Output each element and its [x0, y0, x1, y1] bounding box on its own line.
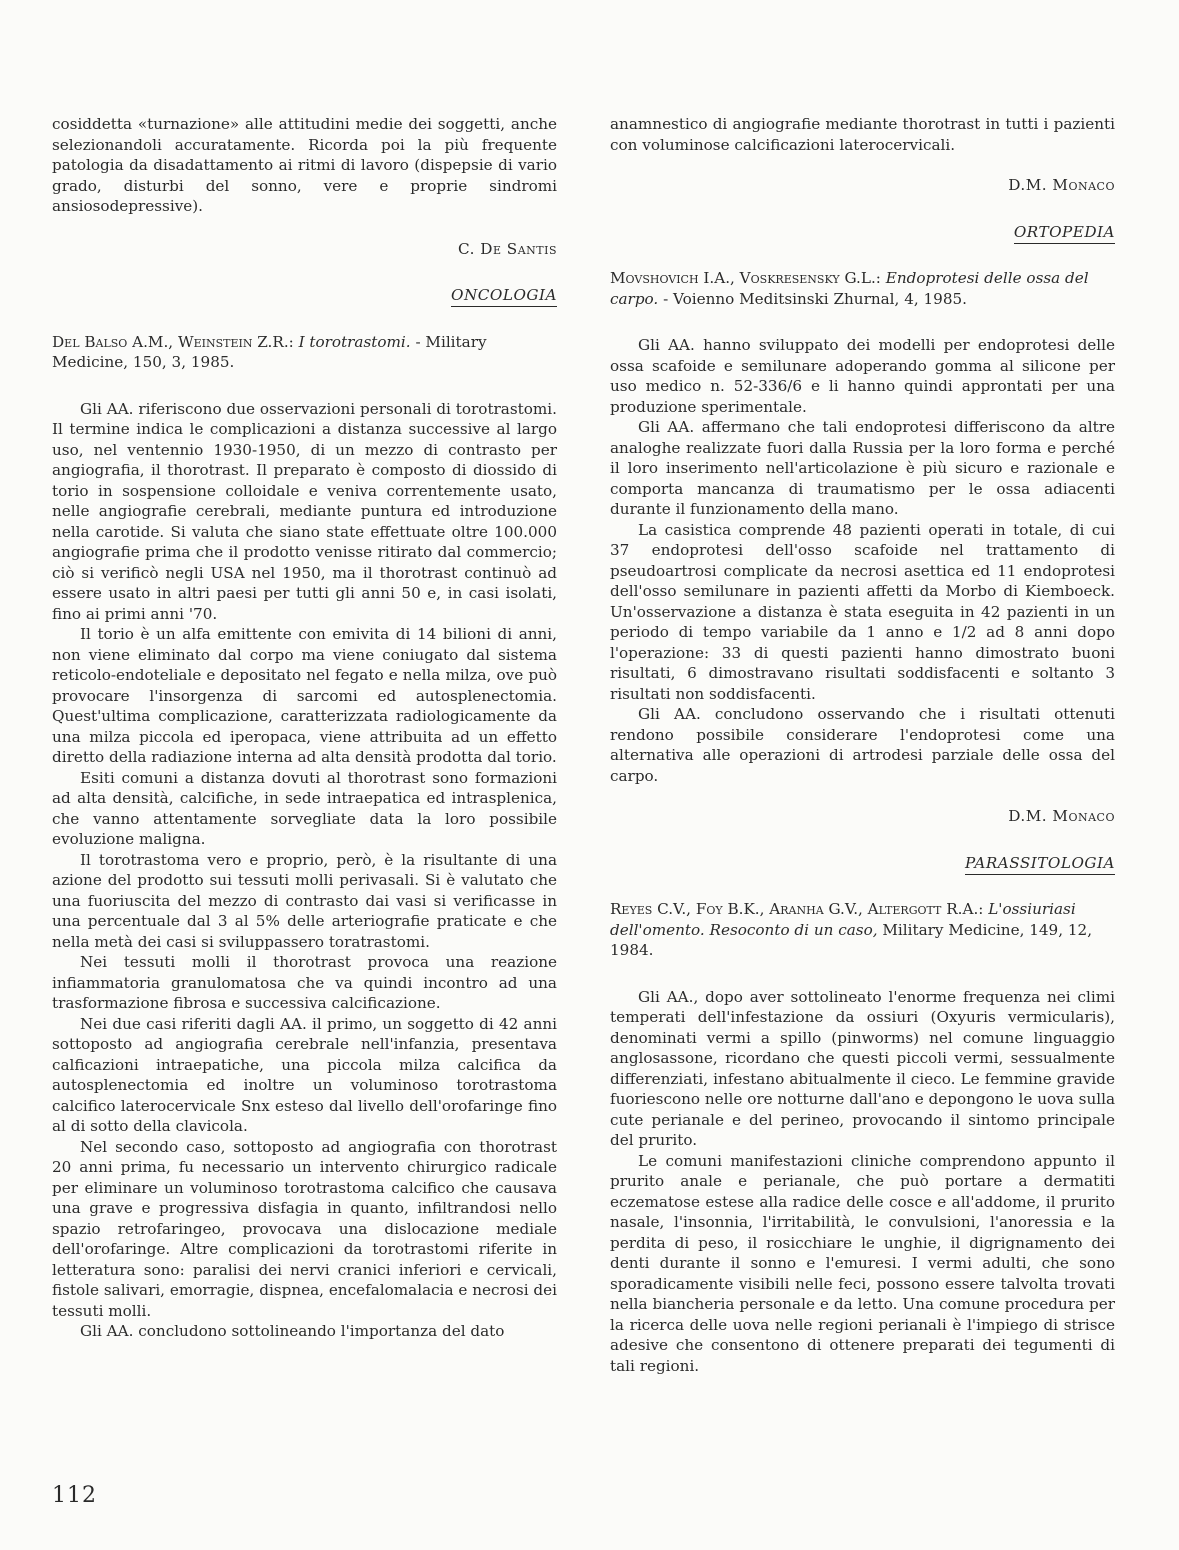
left-column [52, 114, 557, 1342]
author-signature: D.M. Monaco [1008, 807, 1115, 825]
reference-title: Endoprotesi delle ossa del carpo. [610, 269, 1089, 308]
paragraph: Nei tessuti molli il thorotrast provoca una reazione infiammatoria granulomatosa che va quindi incontro ad una trasformazione fibrosa e successiva calcificazione. [52, 953, 557, 1012]
reference-title: I torotrastomi. [298, 332, 411, 351]
reference-citation [610, 899, 1115, 961]
reference-journal: - Military Medicine, 150, 3, 1985. [52, 332, 487, 371]
paragraph: Nel secondo caso, sottoposto ad angiografia con thorotrast 20 anni prima, fu necessario un intervento chirurgico radicale per eliminare un voluminoso torotrastoma calcifico che causava una grave e progressiva disfagia in quanto, infiltrandosi nello spazio retrofaringeo, provocava una dislocazione mediale dell'orofaringe. Altre complicazioni da torotrastomi riferite in letteratura sono: paralisi dei nervi cranici inferiori e cervicali, fistole salivari, emorragie, dispnea, encefalomalacia e necrosi dei tessuti molli. [52, 1137, 557, 1320]
section-heading-parassitologia [610, 853, 1115, 874]
paragraph: Gli AA. hanno sviluppato dei modelli per endoprotesi delle ossa scafoide e semilunare adoperando gomma al silicone per uso medico n. 52-336/6 e li hanno quindi approntati per una produzione sperimentale. [610, 336, 1115, 416]
section-title: ORTOPEDIA [1014, 223, 1115, 244]
section-heading-ortopedia [610, 222, 1115, 243]
reference-authors: Movshovich I.A., Voskresensky G.L.: [610, 269, 881, 287]
author-signature: C. De Santis [458, 239, 557, 258]
paragraph: La casistica comprende 48 pazienti operati in totale, di cui 37 endoprotesi dell'osso scafoide nel trattamento di pseudoartrosi complicate da necrosi asettica ed 11 endoprotesi dell'osso semilunare in pazienti affetti da Morbo di Kiemboeck. Un'osservazione a distanza è stata eseguita in 42 pazienti in un periodo di tempo variabile da 1 anno e 1/2 ad 8 anni dopo l'operazione: 33 di questi pazienti hanno dimostrato buoni risultati, 6 dimostravano risultati soddisfacenti e soltanto 3 risultati non soddisfacenti. [610, 520, 1115, 703]
paragraph: cosiddetta «turnazione» alle attitudini medie dei soggetti, anche selezionandoli accuratamente. Ricorda poi la più frequente patologia da disadattamento ai ritmi di lavoro (dispepsie di vario grado, disturbi del sonno, vere e proprie sindromi ansiosodepressive). [52, 115, 557, 215]
author-signature: D.M. Monaco [1008, 176, 1115, 194]
reference-citation [610, 268, 1115, 309]
paragraph: Nei due casi riferiti dagli AA. il primo, un soggetto di 42 anni sottoposto ad angiografia cerebrale nell'infanzia, presentava calficazioni intraepatiche, una piccola milza calcifica da autosplenectomia ed inoltre un voluminoso torotrastoma calcifico laterocervicale Snx esteso dal livello dell'orofaringe fino al di sotto della clavicola. [52, 1014, 557, 1135]
paragraph: Gli AA., dopo aver sottolineato l'enorme frequenza nei climi temperati dell'infestazione da ossiuri (Oxyuris vermicularis), denominati vermi a spillo (pinworms) nel comune linguaggio anglosassone, ricordano che questi piccoli vermi, sessualmente differenziati, infestano abitualmente il cieco. Le femmine gravide fuoriescono nelle ore notturne dall'ano e depongono le uova sulla cute perianale e del perineo, provocando il sintomo principale del prurito. [610, 987, 1115, 1149]
paragraph: Gli AA. concludono osservando che i risultati ottenuti rendono possibile considerare l'endoprotesi come una alternativa alle operazioni di artrodesi parziale delle ossa del carpo. [610, 705, 1115, 785]
section-heading-oncologia [52, 285, 557, 306]
paragraph: Le comuni manifestazioni cliniche comprendono appunto il prurito anale e perianale, che può portare a dermatiti eczematose estese alla radice delle cosce e all'addome, il prurito nasale, l'insonnia, l'irritabilità, le convulsioni, l'anoressia e la perdita di peso, il rosicchiare le unghie, il digrignamento dei denti durante il sonno e l'emuresi. I vermi adulti, che sono sporadicamente visibili nelle feci, possono essere talvolta trovati nella biancheria personale e da letto. Una comune procedura per la ricerca delle uova nelle regioni perianali è l'impiego di strisce adesive che consentono di ottenere preparati dei tegumenti di tali regioni. [610, 1151, 1115, 1375]
paragraph: Esiti comuni a distanza dovuti al thorotrast sono formazioni ad alta densità, calcifiche, in sede intraepatica ed intrasplenica, che vanno attentamente sorvegliate data la loro possibile evoluzione maligna. [52, 768, 557, 848]
reference-authors: Reyes C.V., Foy B.K., Aranha G.V., Altergott R.A.: [610, 900, 984, 918]
reference-title: L'ossiuriasi dell'omento. Resoconto di un caso, [610, 900, 1076, 939]
page-number: 112 [52, 1483, 97, 1508]
paragraph: Gli AA. affermano che tali endoprotesi differiscono da altre analoghe realizzate fuori dalla Russia per la loro forma e perché il loro inserimento nell'articolazione è più sicuro e razionale e comporta mancanza di traumatismo per le ossa adiacenti durante il funzionamento della mano. [610, 418, 1115, 518]
reference-citation [52, 332, 557, 373]
reference-authors: Del Balso A.M., Weinstein Z.R.: [52, 332, 294, 351]
right-column [610, 114, 1115, 1376]
paragraph: anamnestico di angiografie mediante thorotrast in tutti i pazienti con voluminose calcificazioni laterocervicali. [610, 115, 1115, 154]
paragraph: Gli AA. concludono sottolineando l'importanza del dato [80, 1322, 505, 1340]
paragraph: Il torio è un alfa emittente con emivita di 14 bilioni di anni, non viene eliminato dal corpo ma viene coniugato dal sistema reticolo-endoteliale e depositato nel fegato e nella milza, ove può provocare l'insorgenza di sarcomi ed autosplenectomia. Quest'ultima complicazione, caratterizzata radiologicamente da una milza piccola ed iperopaca, viene attribuita ad un effetto diretto della radiazione interna ad alta densità prodotta dal torio. [52, 625, 557, 766]
section-title: ONCOLOGIA [451, 286, 557, 307]
paragraph: Il torotrastoma vero e proprio, però, è la risultante di una azione del prodotto sui tessuti molli perivasali. Si è valutato che una fuoriuscita del mezzo di contrasto dai vasi si verificasse in una percentuale dal 3 al 5% delle arteriografie praticate e che nella metà dei casi si sviluppassero toratrastomi. [52, 850, 557, 951]
reference-journal: - Voienno Meditsinski Zhurnal, 4, 1985. [663, 289, 967, 308]
section-title: PARASSITOLOGIA [965, 854, 1115, 875]
paragraph: Gli AA. riferiscono due osservazioni personali di torotrastomi. Il termine indica le complicazioni a distanza successive al largo uso, nel ventennio 1930-1950, di un mezzo di contrasto per angiografia, il thorotrast. Il preparato è composto di diossido di torio in sospensione colloidale e veniva correntemente usato, nelle angiografie cerebrali, mediante puntura ed introduzione nella carotide. Si valuta che siano state effettuate oltre 100.000 angiografie prima che il prodotto venisse ritirato dal commercio; ciò si verificò negli USA nel 1950, ma il thorotrast continuò ad essere usato in altri paesi per tutti gli anni 50 e, in casi isolati, fino ai primi anni '70. [52, 399, 557, 623]
reference-journal: Military Medicine, 149, 12, 1984. [610, 920, 1093, 959]
